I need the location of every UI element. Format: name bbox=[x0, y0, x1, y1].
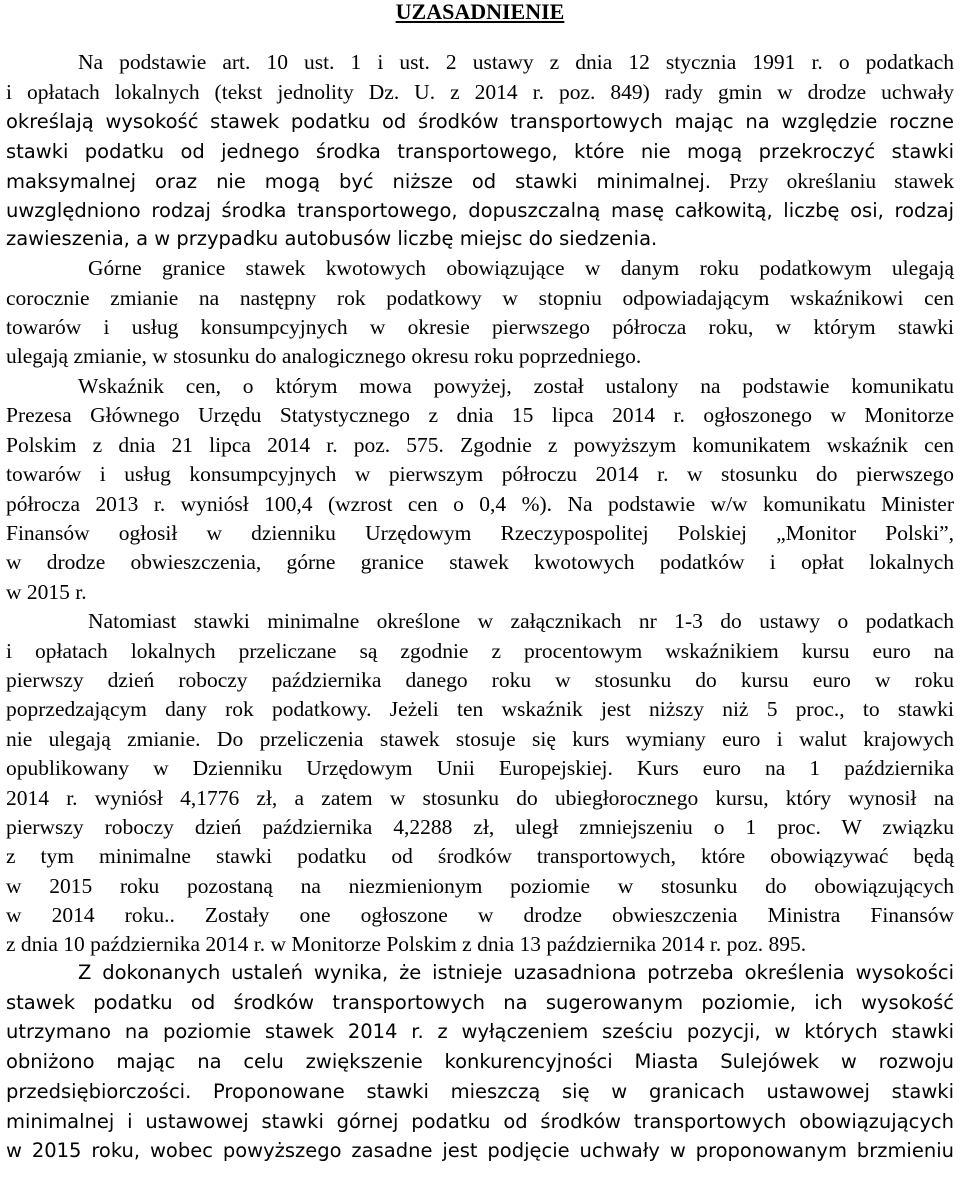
document-line bbox=[6, 783, 954, 813]
line-text: utrzymano na poziomie stawek 2014 r. z wyłączeniem sześciu pozycji, w których stawki bbox=[6, 1020, 954, 1043]
line-text: w drodze obwieszczenia, górne granice stawek kwotowych podatków i opłat lokalnych bbox=[6, 550, 954, 574]
line-text: pierwszy roboczy dzień października 4,2288 zł, uległ zmniejszeniu o 1 proc. W związku bbox=[6, 815, 954, 839]
document-line bbox=[6, 900, 954, 930]
document-line bbox=[6, 107, 954, 137]
line-segment: maksymalnej oraz nie mogą być niższe od stawki minimalnej. bbox=[6, 170, 711, 193]
document-line bbox=[6, 577, 954, 607]
line-text: Finansów ogłosił w dzienniku Urzędowym Rzeczypospolitej Polskiej „Monitor Polski”, bbox=[6, 521, 954, 545]
document-line bbox=[6, 1017, 954, 1047]
document-line bbox=[6, 871, 954, 901]
document-line bbox=[6, 694, 954, 724]
line-text: minimalnej i ustawowej stawki górnej podatku od środków transportowych obowiązujących bbox=[6, 1110, 954, 1133]
line-text: zawieszenia, a w przypadku autobusów liczbę miejsc do siedzenia. bbox=[6, 227, 658, 250]
document-line bbox=[6, 459, 954, 489]
document-title: UZASADNIENIE bbox=[395, 0, 565, 24]
document-line bbox=[6, 665, 954, 695]
line-text: półrocza 2013 r. wyniósł 100,4 (wzrost cen o 0,4 %). Na podstawie w/w komunikatu Minister bbox=[6, 492, 954, 516]
document-line bbox=[6, 312, 954, 342]
document-line bbox=[6, 753, 954, 783]
line-text: Górne granice stawek kwotowych obowiązujące w danym roku podatkowym ulegają bbox=[88, 256, 954, 280]
line-text: corocznie zmianie na następny rok podatkowy w stopniu odpowiadającym wskaźnikowi cen bbox=[6, 286, 954, 310]
line-segment: Przy określaniu stawek bbox=[711, 169, 954, 193]
line-text: w 2015 r. bbox=[6, 580, 87, 604]
document-line bbox=[6, 929, 954, 959]
line-text: w 2014 roku.. Zostały one ogłoszone w drodze obwieszczenia Ministra Finansów bbox=[6, 903, 954, 927]
document-line bbox=[78, 371, 954, 401]
document-line bbox=[6, 547, 954, 577]
line-text: ulegają zmianie, w stosunku do analogicznego okresu roku poprzedniego. bbox=[6, 344, 642, 368]
line-text: Na podstawie art. 10 ust. 1 i ust. 2 ustawy z dnia 12 stycznia 1991 r. o podatkach bbox=[78, 50, 954, 74]
document-line bbox=[78, 958, 954, 988]
document-line bbox=[88, 253, 954, 283]
document-line bbox=[6, 341, 954, 371]
document-line bbox=[88, 606, 954, 636]
document-line bbox=[6, 283, 954, 313]
line-text: obniżono mając na celu zwiększenie konkurencyjności Miasta Sulejówek w rozwoju bbox=[6, 1050, 954, 1073]
line-text: 2014 r. wyniósł 4,1776 zł, a zatem w stosunku do ubiegłorocznego kursu, który wynosił na bbox=[6, 786, 954, 810]
line-text: stawek podatku od środków transportowych na sugerowanym poziomie, ich wysokość bbox=[6, 991, 954, 1014]
line-text: Wskaźnik cen, o którym mowa powyżej, został ustalony na podstawie komunikatu bbox=[78, 374, 954, 398]
line-text: Polskim z dnia 21 lipca 2014 r. poz. 575. Zgodnie z powyższym komunikatem wskaźnik cen bbox=[6, 433, 954, 457]
document-line bbox=[6, 518, 954, 548]
line-text: opublikowany w Dzienniku Urzędowym Unii Europejskiej. Kurs euro na 1 października bbox=[6, 756, 954, 780]
document-line bbox=[6, 812, 954, 842]
document-line bbox=[6, 1047, 954, 1077]
line-text: Natomiast stawki minimalne określone w załącznikach nr 1-3 do ustawy o podatkach bbox=[88, 609, 954, 633]
document-line bbox=[6, 1077, 954, 1107]
document-line bbox=[6, 224, 954, 254]
document-line bbox=[6, 77, 954, 107]
document-line bbox=[6, 1136, 954, 1166]
line-text: określają wysokość stawek podatku od środków transportowych mając na względzie roczne bbox=[6, 110, 954, 133]
line-text: przedsiębiorczości. Proponowane stawki mieszczą się w granicach ustawowej stawki bbox=[6, 1080, 954, 1103]
document-line bbox=[6, 841, 954, 871]
line-text: poprzedzającym dany rok podatkowy. Jeżeli ten wskaźnik jest niższy niż 5 proc., to stawki bbox=[6, 697, 954, 721]
line-text: i opłatach lokalnych (tekst jednolity Dz. U. z 2014 r. poz. 849) rady gmin w drodze uchwały bbox=[6, 80, 954, 104]
line-text: stawki podatku od jednego środka transportowego, które nie mogą przekroczyć stawki bbox=[6, 140, 954, 163]
line-text: uwzględniono rodzaj środka transportowego, dopuszczalną masę całkowitą, liczbę osi, rodzaj bbox=[6, 199, 954, 222]
line-text: towarów i usług konsumpcyjnych w okresie pierwszego półrocza roku, w którym stawki bbox=[6, 315, 954, 339]
line-text: Z dokonanych ustaleń wynika, że istnieje uzasadniona potrzeba określenia wysokości bbox=[78, 961, 954, 984]
document-line bbox=[6, 1107, 954, 1137]
document-line bbox=[6, 724, 954, 754]
document-line bbox=[6, 489, 954, 519]
line-text: w 2015 roku, wobec powyższego zasadne jest podjęcie uchwały w proponowanym brzmieniu bbox=[6, 1139, 954, 1162]
line-text: nie ulegają zmianie. Do przeliczenia stawek stosuje się kurs wymiany euro i walut krajowych bbox=[6, 727, 954, 751]
document-line bbox=[6, 400, 954, 430]
line-text: pierwszy dzień roboczy października danego roku w stosunku do kursu euro w roku bbox=[6, 668, 954, 692]
document-line bbox=[6, 166, 954, 196]
line-text: towarów i usług konsumpcyjnych w pierwszym półroczu 2014 r. w stosunku do pierwszego bbox=[6, 462, 954, 486]
document-line bbox=[78, 47, 954, 77]
document-line bbox=[6, 988, 954, 1018]
line-text: z dnia 10 października 2014 r. w Monitorze Polskim z dnia 13 października 2014 r. poz. 895. bbox=[6, 932, 807, 956]
line-text: z tym minimalne stawki podatku od środków transportowych, które obowiązywać będą bbox=[6, 844, 954, 868]
line-text: i opłatach lokalnych przeliczane są zgodnie z procentowym wskaźnikiem kursu euro na bbox=[6, 639, 954, 663]
line-text: Prezesa Głównego Urzędu Statystycznego z dnia 15 lipca 2014 r. ogłoszonego w Monitorze bbox=[6, 403, 954, 427]
document-line bbox=[6, 137, 954, 167]
document-line bbox=[6, 430, 954, 460]
document-line bbox=[6, 196, 954, 226]
line-text: w 2015 roku pozostaną na niezmienionym poziomie w stosunku do obowiązujących bbox=[6, 874, 954, 898]
document-line bbox=[6, 636, 954, 666]
